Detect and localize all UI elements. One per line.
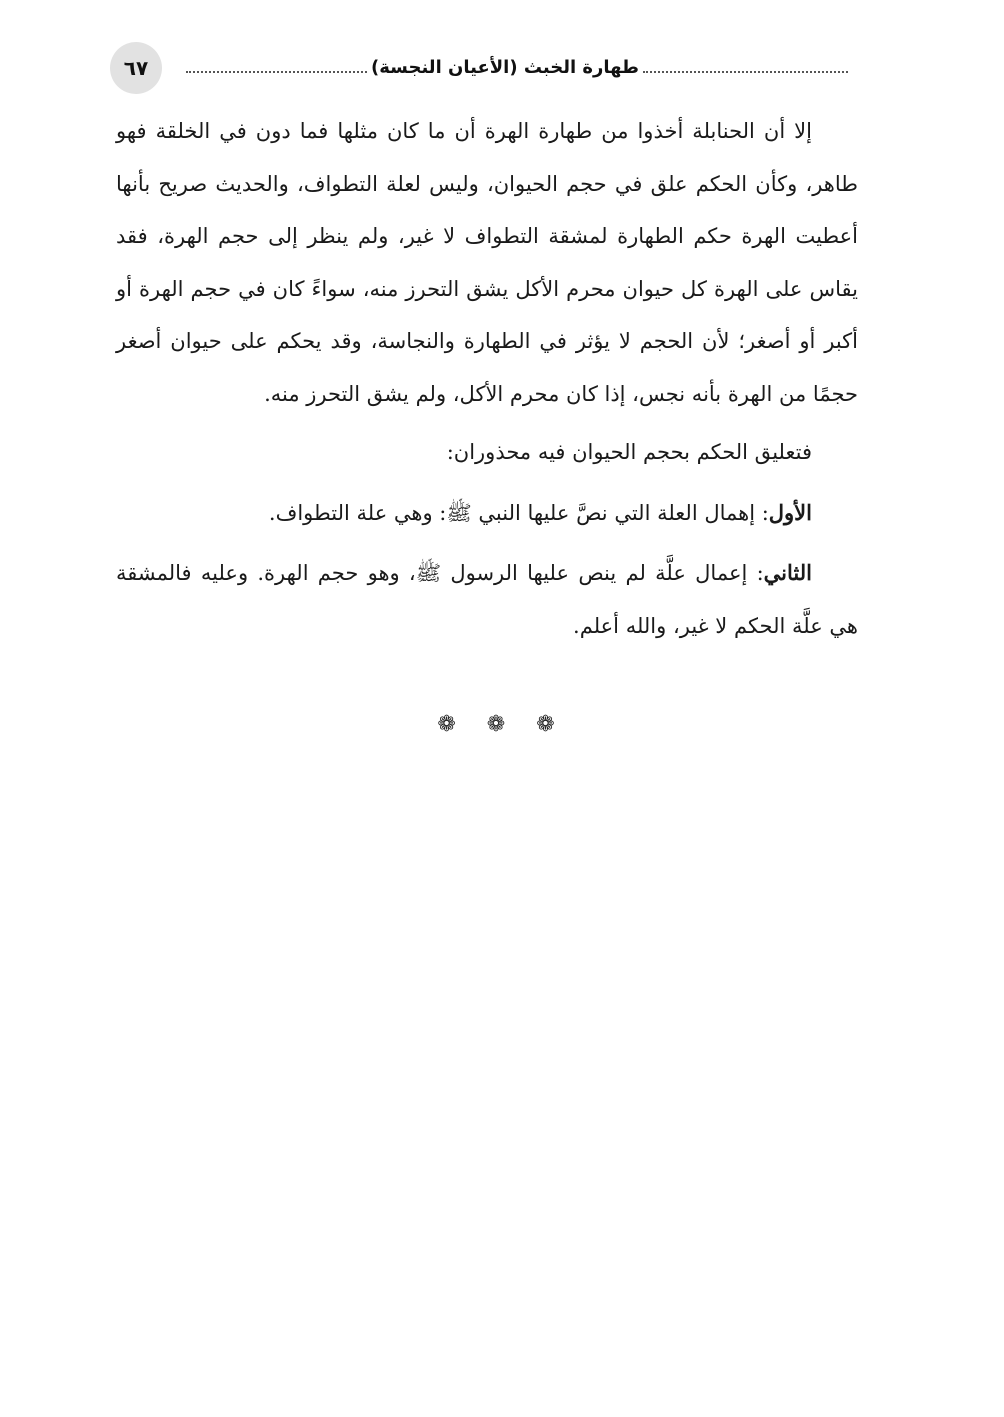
paragraph-main: إلا أن الحنابلة أخذوا من طهارة الهرة أن ما كان مثلها فما دون في الخلقة فهو طاهر، وكأن الحكم علق في حجم الحيوان، وليس لعلة التطواف، والحديث صريح بأنها أعطيت الهرة حكم الطهارة لمشقة التطواف لا غير، ولم ينظر إلى حجم الهرة، فقد يقاس على الهرة كل حيوان محرم الأكل يشق التحرز منه، سواءً كان في حجم الهرة أو أكبر أو أصغر؛ لأن الحجم لا يؤثر في الطهارة والنجاسة، وقد يحكم على حيوان أصغر حجمًا من الهرة بأنه نجس، إذا كان محرم الأكل، ولم يشق التحرز منه. [116, 119, 858, 406]
item-text-first: : إهمال العلة التي نصَّ عليها النبي ﷺ: وهي علة التطواف. [268, 500, 769, 525]
running-head [186, 52, 848, 82]
paragraph-intro: فتعليق الحكم بحجم الحيوان فيه محذوران: [446, 440, 812, 464]
list-item-first [116, 487, 858, 540]
item-term-second: الثاني [763, 560, 812, 585]
section-separator-ornament: ❁ ❁ ❁ [437, 712, 567, 737]
header-dots-left [186, 71, 367, 73]
header-dots-right [643, 71, 848, 73]
list-item-second [116, 547, 858, 652]
body-text [116, 105, 858, 652]
item-term-first: الأول [768, 499, 812, 525]
running-title: طهارة الخبث (الأعيان النجسة) [371, 56, 639, 78]
page-header [108, 40, 848, 98]
page-number: ٦٧ [110, 42, 162, 94]
item-text-second: : إعمال علَّة لم ينص عليها الرسول ﷺ، وهو حجم الهرة. وعليه فالمشقة هي علَّة الحكم لا غير، والله أعلم. [116, 561, 858, 638]
